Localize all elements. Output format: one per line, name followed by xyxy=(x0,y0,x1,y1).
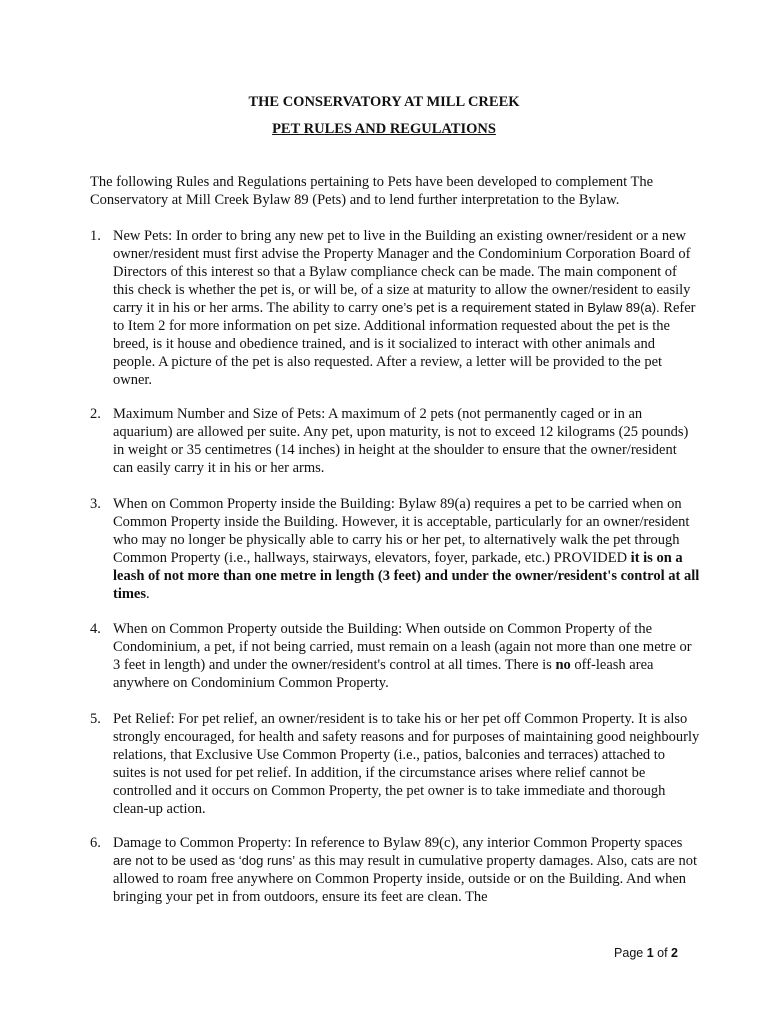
current-page: 1 xyxy=(646,946,654,960)
rule-number: 3. xyxy=(90,496,101,512)
rule-item-5 xyxy=(90,710,700,818)
document-title: THE CONSERVATORY AT MILL CREEK xyxy=(248,94,520,110)
rule-number: 4. xyxy=(90,621,101,637)
rule-text: Damage to Common Property: In reference to Bylaw 89(c), any interior Common Property spaces are not to be used as ‘dog runs’ as this may result in cumulative property damages. Also, cats are not allowed to roam free anywhere on Common Property inside, outside or on the Building. And when bringing your pet in from outdoors, ensure its feet are clean. The xyxy=(113,835,697,905)
rule-item-1 xyxy=(90,227,700,389)
rule-number: 5. xyxy=(90,711,101,727)
rule-text: New Pets: In order to bring any new pet to live in the Building an existing owner/resident or a new owner/resident must first advise the Property Manager and the Condominium Corporation Board of Directors of this interest so that a Bylaw compliance check can be made. The main component of this check is whether the pet is, or will be, of a size at maturity to allow the owner/resident to easily carry it in his or her arms. The ability to carry one’s pet is a requirement stated in Bylaw 89(a). Refer to Item 2 for more information on pet size. Additional information requested about the pet is the breed, is it house and obedience trained, and is it socialized to interact with other animals and people. A picture of the pet is also requested. After a review, a letter will be provided to the pet owner. xyxy=(113,228,696,388)
rule-text: When on Common Property inside the Building: Bylaw 89(a) requires a pet to be carried when on Common Property inside the Building. However, it is acceptable, particularly for an owner/resident who may no longer be physically able to carry his or her pet, to alternatively walk the pet through Common Property (i.e., hallways, stairways, elevators, foyer, parkade, etc.) PROVIDED it is on a leash of not more than one metre in length (3 feet) and under the owner/resident's control at all times. xyxy=(113,496,700,602)
rule-item-2 xyxy=(90,405,700,477)
intro-paragraph: The following Rules and Regulations pertaining to Pets have been developed to complement The Conservatory at Mill Creek Bylaw 89 (Pets) and to lend further interpretation to the Bylaw. xyxy=(90,174,654,208)
rule-inline-sans: are not to be used as ‘dog runs’ xyxy=(113,853,296,868)
rule-item-6 xyxy=(90,834,700,906)
rule-emphasis: it is on a leash of not more than one metre in length (3 feet) and under the owner/resident's control at all times xyxy=(113,550,700,602)
page-number: Page 1 of 2 xyxy=(614,946,678,960)
rule-number: 6. xyxy=(90,835,101,851)
rule-text: When on Common Property outside the Building: When outside on Common Property of the Condominium, a pet, if not being carried, must remain on a leash (again not more than one metre or 3 feet in length) and under the owner/resident's control at all times. There is no off-leash area anywhere on Condominium Common Property. xyxy=(113,621,692,691)
rule-inline-sans: one’s pet is a requirement stated in Bylaw 89(a). xyxy=(381,300,660,315)
rule-number: 2. xyxy=(90,406,101,422)
document-subtitle: PET RULES AND REGULATIONS xyxy=(272,121,496,137)
rule-number: 1. xyxy=(90,228,101,244)
rule-emphasis: no xyxy=(555,657,571,673)
total-pages: 2 xyxy=(671,946,678,960)
rule-item-3 xyxy=(90,495,700,603)
rule-text: Maximum Number and Size of Pets: A maximum of 2 pets (not permanently caged or in an aquarium) are allowed per suite. Any pet, upon maturity, is not to exceed 12 kilograms (25 pounds) in weight or 35 centimetres (14 inches) in height at the shoulder to ensure that the owner/resident can easily carry it in his or her arms. xyxy=(113,406,689,476)
rule-item-4 xyxy=(90,620,700,692)
rule-text: Pet Relief: For pet relief, an owner/resident is to take his or her pet off Common Property. It is also strongly encouraged, for health and safety reasons and for purposes of maintaining good neighbourly relations, that Exclusive Use Common Property (i.e., patios, balconies and terraces) attached to suites is not used for pet relief. In addition, if the circumstance arises where relief cannot be controlled and it occurs on Common Property, the pet owner is to take immediate and thorough clean-up action. xyxy=(113,711,700,817)
